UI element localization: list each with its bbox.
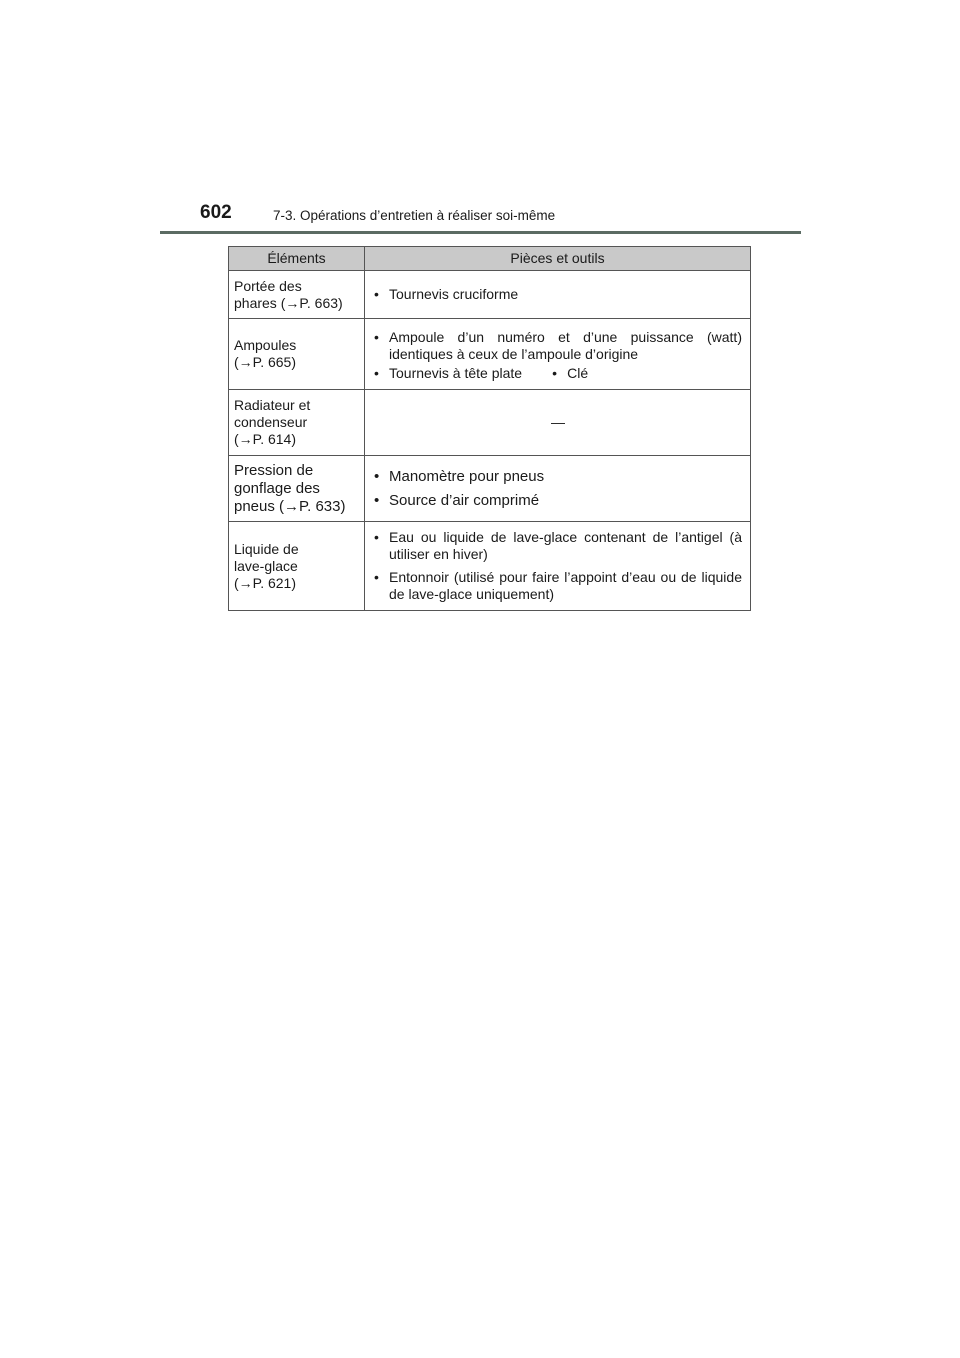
table-row <box>229 319 751 390</box>
item-cell <box>229 522 365 611</box>
parts-list <box>374 286 742 303</box>
section-title: 7-3. Opérations d’entretien à réaliser soi-même <box>273 208 556 223</box>
column-header-parts-tools: Pièces et outils <box>365 247 751 271</box>
table-row <box>229 271 751 319</box>
item-label-line: Liquide de <box>234 540 299 557</box>
parts-cell <box>365 456 751 522</box>
item-label-line: (→P. 621) <box>234 574 296 591</box>
parts-tools-table <box>228 246 751 611</box>
inline-parts <box>374 365 742 382</box>
table-row <box>229 522 751 611</box>
item-label-line: (→P. 665) <box>234 354 296 370</box>
item-label-line: Pression de <box>234 461 314 479</box>
item-label-line: condenseur <box>234 414 308 430</box>
parts-list <box>374 329 742 363</box>
list-item: • Source d’air comprimé <box>374 492 742 510</box>
list-item: • Tournevis cruciforme <box>374 286 742 303</box>
page-number: 602 <box>200 202 232 223</box>
header-divider <box>160 231 801 234</box>
column-header-elements: Éléments <box>229 247 365 271</box>
table-header-row <box>229 247 751 271</box>
parts-list <box>374 468 742 510</box>
item-label-line: phares (→P. 663) <box>234 294 343 311</box>
item-cell <box>229 390 365 456</box>
item-label-line: Ampoules <box>234 337 297 353</box>
item-label-line: (→P. 614) <box>234 431 296 447</box>
list-item: • Tournevis à tête plate <box>374 365 522 382</box>
item-label-line: gonflage des <box>234 479 320 497</box>
parts-list <box>374 529 742 603</box>
list-item: • Eau ou liquide de lave-glace contenant de l’antigel (à utiliser en hiver) <box>374 529 742 563</box>
item-label-line: Portée des <box>234 277 302 294</box>
parts-cell <box>365 319 751 390</box>
list-item: • Ampoule d’un numéro et d’une puissance (watt) identiques à ceux de l’ampoule d’origine <box>374 329 742 363</box>
parts-cell <box>365 271 751 319</box>
parts-cell <box>365 522 751 611</box>
item-label-line: pneus (→P. 633) <box>234 497 346 515</box>
item-label-line: Radiateur et <box>234 397 311 413</box>
item-cell <box>229 271 365 319</box>
table-row <box>229 390 751 456</box>
table-row <box>229 456 751 522</box>
item-cell <box>229 456 365 522</box>
item-cell <box>229 319 365 390</box>
list-item: • Manomètre pour pneus <box>374 468 742 486</box>
item-label-line: lave-glace <box>234 557 298 574</box>
list-item: • Entonnoir (utilisé pour faire l’appoint d’eau ou de liquide de lave-glace uniquement) <box>374 569 742 603</box>
list-item: • Clé <box>552 365 588 382</box>
parts-cell-empty: — <box>365 390 751 456</box>
